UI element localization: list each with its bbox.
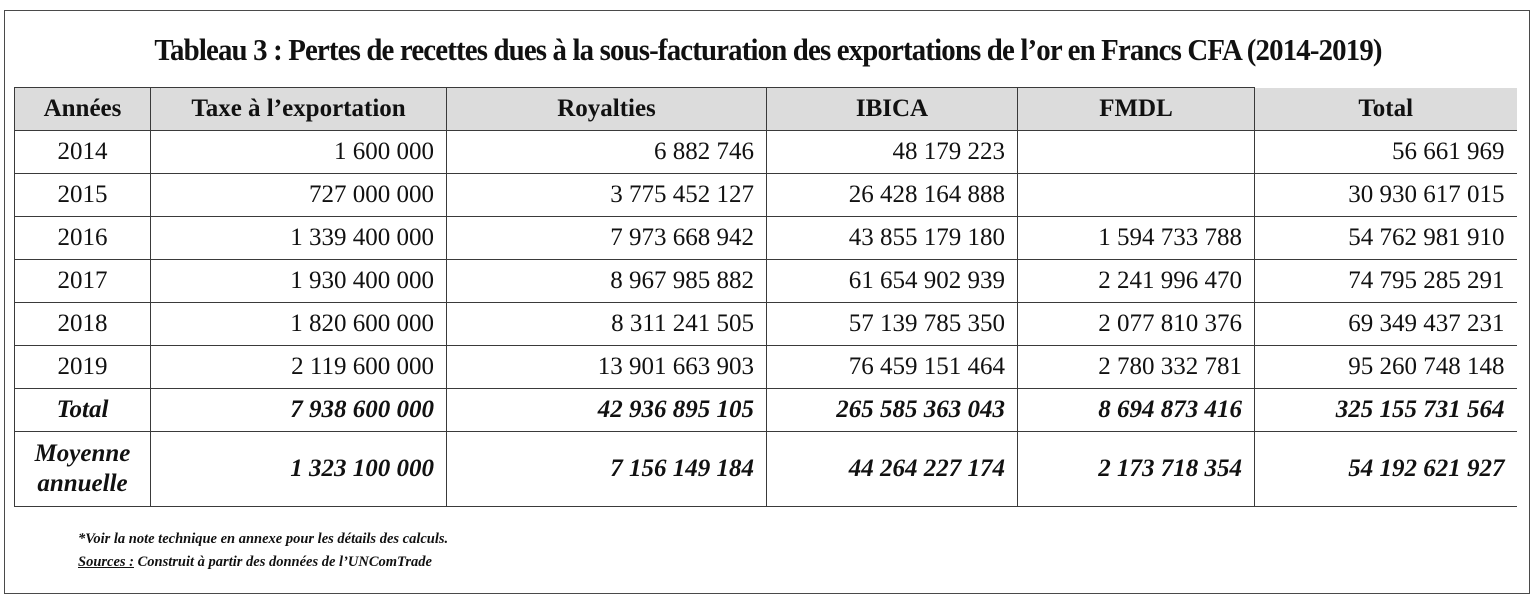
cell-ibica: 43 855 179 180 bbox=[767, 217, 1018, 260]
total-row-label: Total bbox=[15, 389, 151, 432]
cell-taxe: 727 000 000 bbox=[151, 174, 447, 217]
table-notes bbox=[78, 528, 448, 574]
cell-taxe: 1 820 600 000 bbox=[151, 303, 447, 346]
sources-text: Construit à partir des données de l’UNComTrade bbox=[134, 554, 432, 570]
cell-taxe: 1 339 400 000 bbox=[151, 217, 447, 260]
cell-fmdl: 2 241 996 470 bbox=[1018, 260, 1255, 303]
average-fmdl: 2 173 718 354 bbox=[1018, 432, 1255, 507]
cell-ibica: 76 459 151 464 bbox=[767, 346, 1018, 389]
cell-fmdl: 1 594 733 788 bbox=[1018, 217, 1255, 260]
cell-fmdl bbox=[1018, 174, 1255, 217]
cell-total: 74 795 285 291 bbox=[1255, 260, 1517, 303]
cell-taxe: 1 600 000 bbox=[151, 131, 447, 174]
average-total: 54 192 621 927 bbox=[1255, 432, 1517, 507]
cell-ibica: 61 654 902 939 bbox=[767, 260, 1018, 303]
table-row bbox=[15, 131, 1517, 174]
cell-year: 2019 bbox=[15, 346, 151, 389]
cell-year: 2014 bbox=[15, 131, 151, 174]
sources-label: Sources : bbox=[78, 554, 134, 570]
table-row bbox=[15, 303, 1517, 346]
cell-total: 54 762 981 910 bbox=[1255, 217, 1517, 260]
table-row bbox=[15, 346, 1517, 389]
cell-taxe: 1 930 400 000 bbox=[151, 260, 447, 303]
cell-total: 95 260 748 148 bbox=[1255, 346, 1517, 389]
total-ibica: 265 585 363 043 bbox=[767, 389, 1018, 432]
header-fmdl: FMDL bbox=[1018, 88, 1255, 131]
header-row bbox=[15, 88, 1517, 131]
average-royalties: 7 156 149 184 bbox=[447, 432, 767, 507]
average-ibica: 44 264 227 174 bbox=[767, 432, 1018, 507]
cell-royalties: 13 901 663 903 bbox=[447, 346, 767, 389]
header-annees: Années bbox=[15, 88, 151, 131]
cell-fmdl bbox=[1018, 131, 1255, 174]
cell-ibica: 57 139 785 350 bbox=[767, 303, 1018, 346]
cell-royalties: 7 973 668 942 bbox=[447, 217, 767, 260]
average-row bbox=[15, 432, 1517, 507]
average-taxe: 1 323 100 000 bbox=[151, 432, 447, 507]
total-fmdl: 8 694 873 416 bbox=[1018, 389, 1255, 432]
cell-taxe: 2 119 600 000 bbox=[151, 346, 447, 389]
header-total: Total bbox=[1255, 88, 1517, 131]
cell-year: 2018 bbox=[15, 303, 151, 346]
sources-line bbox=[78, 551, 448, 574]
total-total: 325 155 731 564 bbox=[1255, 389, 1517, 432]
header-taxe-exportation: Taxe à l’exportation bbox=[151, 88, 447, 131]
table-title: Tableau 3 : Pertes de recettes dues à la sous-facturation des exportations de l’or en Francs CFA (2014-2019) bbox=[154, 32, 1382, 67]
header-ibica: IBICA bbox=[767, 88, 1018, 131]
cell-fmdl: 2 780 332 781 bbox=[1018, 346, 1255, 389]
cell-royalties: 8 311 241 505 bbox=[447, 303, 767, 346]
table-row bbox=[15, 217, 1517, 260]
cell-total: 69 349 437 231 bbox=[1255, 303, 1517, 346]
cell-royalties: 3 775 452 127 bbox=[447, 174, 767, 217]
cell-royalties: 6 882 746 bbox=[447, 131, 767, 174]
cell-year: 2016 bbox=[15, 217, 151, 260]
cell-year: 2015 bbox=[15, 174, 151, 217]
total-taxe: 7 938 600 000 bbox=[151, 389, 447, 432]
table-row bbox=[15, 174, 1517, 217]
data-table bbox=[14, 87, 1517, 507]
cell-total: 30 930 617 015 bbox=[1255, 174, 1517, 217]
header-royalties: Royalties bbox=[447, 88, 767, 131]
cell-total: 56 661 969 bbox=[1255, 131, 1517, 174]
cell-fmdl: 2 077 810 376 bbox=[1018, 303, 1255, 346]
cell-royalties: 8 967 985 882 bbox=[447, 260, 767, 303]
table-row bbox=[15, 260, 1517, 303]
total-royalties: 42 936 895 105 bbox=[447, 389, 767, 432]
cell-ibica: 26 428 164 888 bbox=[767, 174, 1018, 217]
cell-ibica: 48 179 223 bbox=[767, 131, 1018, 174]
average-row-label: Moyenne annuelle bbox=[15, 432, 151, 507]
technical-note: *Voir la note technique en annexe pour les détails des calculs. bbox=[78, 531, 449, 547]
cell-year: 2017 bbox=[15, 260, 151, 303]
total-row bbox=[15, 389, 1517, 432]
